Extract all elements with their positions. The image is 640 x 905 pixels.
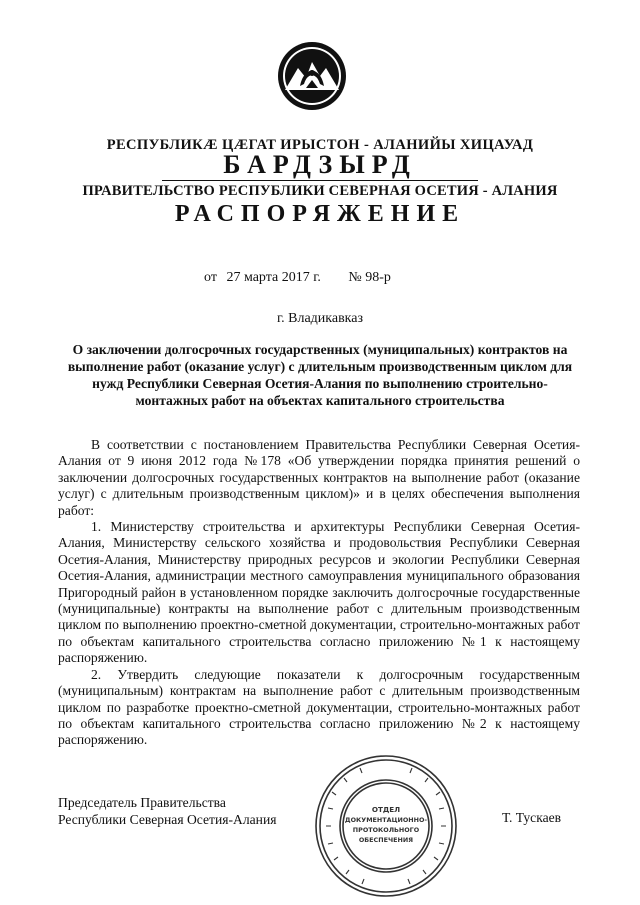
header-divider xyxy=(162,180,478,181)
clause-1: 1. Министерству строительства и архитектуры Республики Северная Осетия-Алания, Министерству сельского хозяйства и продовольствия Республики Северная Осетия-Алания, Министерству природных ресурсов и экологии Республики Северная Осетия-Алания, администрации местного самоуправления муниципального образования Пригородный район в установленном порядке заключить долгосрочные государственные (муниципальные) контракты на выполнение работ с длительным производственным циклом по выполнению проектно-сметной документации, строительно-монтажных работ по объектам капитального строительства согласно приложению №1 к настоящему распоряжению. xyxy=(58,519,580,666)
date-prefix: от xyxy=(204,270,217,285)
signatory-position-line2: Республики Северная Осетия-Алания xyxy=(58,812,277,827)
document-body xyxy=(58,437,580,749)
signatory-name: Т. Тускаев xyxy=(502,810,562,825)
document-date: 27 марта 2017 г. xyxy=(226,270,321,285)
document-city: г. Владикавказ xyxy=(276,311,364,326)
signatory-position-line1: Председатель Правительства xyxy=(58,795,226,810)
preamble-paragraph: В соответствии с постановлением Правительства Республики Северная Осетия-Алания от 9 июня 2012 года №178 «Об утверждении порядка принятия решений о заключении долгосрочных государственных контрактов на выполнение работ (оказание услуг) с длительным производственным циклом)» и в целях обеспечения выполнения работ: xyxy=(58,437,580,518)
svg-text:ОТДЕЛ: ОТДЕЛ xyxy=(371,805,401,814)
signatory-position xyxy=(58,794,276,828)
date-number-line xyxy=(204,270,397,286)
official-stamp-icon xyxy=(312,752,460,900)
document-type-title: РАСПОРЯЖЕНИЕ xyxy=(174,201,466,227)
document-subject: О заключении долгосрочных государственных (муниципальных) контрактов на выполнение работ (оказание услуг) с длительным производственным циклом для нужд Республики Северная Осетия-Алания по выполнению строительно-монтажных работ на объектах капитального строительства xyxy=(67,342,573,408)
header-government: ПРАВИТЕЛЬСТВО РЕСПУБЛИКИ СЕВЕРНАЯ ОСЕТИЯ - АЛАНИЯ xyxy=(82,183,558,199)
header-republic-ossetian: РЕСПУБЛИКӔ ЦӔГАТ ИРЫСТОН - АЛАНИЙЫ ХИЦАУАД xyxy=(106,137,534,153)
svg-text:ДОКУМЕНТАЦИОННО-: ДОКУМЕНТАЦИОННО- xyxy=(344,816,428,824)
coat-of-arms-icon xyxy=(276,40,348,112)
svg-text:ОБЕСПЕЧЕНИЯ: ОБЕСПЕЧЕНИЯ xyxy=(358,836,414,844)
clause-2: 2. Утвердить следующие показатели к долгосрочным государственным (муниципальным) контрактам на выполнение работ с длительным производственным циклом по разработке проектно-сметной документации, строительно-монтажных работ по объектам капитального строительства согласно приложению №2 к настоящему распоряжению. xyxy=(58,666,580,748)
header-bardzyrd: БАРДЗЫРД xyxy=(223,150,417,179)
document-number: № 98-р xyxy=(348,270,391,285)
svg-text:ПРОТОКОЛЬНОГО: ПРОТОКОЛЬНОГО xyxy=(352,826,420,834)
